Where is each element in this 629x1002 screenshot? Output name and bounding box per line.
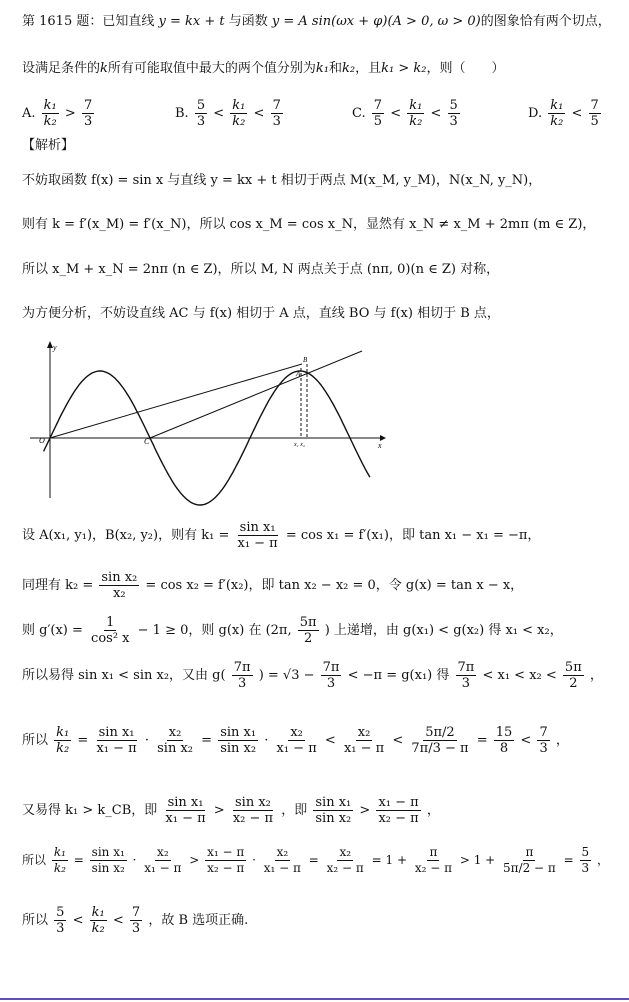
text: < −π = g(x₁) 得 [347,668,450,683]
text: 所有可能取值中最大的两个值分别为 [107,61,316,76]
num: π [429,845,438,859]
ratio-frac [42,98,59,129]
frac [155,725,195,756]
num: 5π/2 [425,725,455,740]
text: ) = √3 − [258,668,315,683]
num: k₁ [550,98,564,113]
den: x₁ − π [276,741,317,756]
frac [376,795,420,826]
text: > 1 + [459,853,496,867]
text: 设满足条件的 [22,61,101,76]
num: 7 [590,98,599,113]
text: ，且 [355,61,382,76]
text: − 1 ≥ 0，则 g(x) 在 (2π, [137,623,292,638]
frac [90,845,127,876]
num: sin x₁ [239,520,276,535]
den: x₁ − π [144,861,182,875]
frac [563,660,584,691]
num: k₁ [56,725,70,740]
text: · [144,733,149,748]
num: x₂ [290,725,303,740]
bound-frac [589,98,601,129]
option-letter: B. [175,106,189,121]
den: x₁ − π [343,741,385,756]
frac [232,660,253,691]
var-k2: k₂ [342,61,356,76]
num: 5 [449,98,458,113]
num: 7 [131,905,141,920]
ratio-frac [230,98,247,129]
bound-frac [82,98,94,129]
den: sin x₂ [91,861,125,875]
den: 2 [569,676,578,691]
solution-line-9 [22,725,569,756]
den: x₂ − π [414,861,452,875]
var-k: k [100,61,108,76]
option-d[interactable] [528,98,603,129]
frac [235,520,279,551]
text: < [520,733,532,748]
num: 5 [581,845,590,859]
text: 又易得 k₁ > k_CB，即 [22,803,158,818]
num: sin x₁ [91,845,125,859]
num: k₁ [53,845,66,859]
frac [313,795,353,826]
text: ，即 [281,803,308,818]
den: 3 [581,861,590,875]
text: = [476,733,488,748]
num: sin x₂ [101,570,138,585]
solution-line-7 [22,615,563,646]
text: ， [555,733,569,748]
solution-label: 【解析】 [22,138,75,153]
den: x₁ − π [96,741,137,756]
solution-line-4: 为方便分析，不妨设直线 AC 与 f(x) 相切于 A 点，直线 BO 与 f(x) 相切于 B 点， [22,306,500,321]
frac [89,615,131,646]
text: · [264,733,269,748]
frac [231,795,275,826]
var-k1: k₁ [315,61,330,76]
den: 3 [131,921,141,936]
text: ， [597,853,610,867]
relation: > [64,106,76,121]
point-c-label: C [144,437,150,446]
text: · [132,853,137,867]
point-b-label: B [303,356,308,364]
frac [142,845,183,876]
den: x₁ − π [263,861,301,875]
text: 则 g′(x) = [22,623,83,638]
frac [218,725,258,756]
frac [163,795,207,826]
den: k₂ [550,114,564,129]
text: 所以 [22,853,47,867]
den: x₁ − π [237,536,278,551]
den: k₂ [91,921,105,936]
solution-line-12 [22,905,248,936]
den: 5 [373,114,383,129]
solution-line-8 [22,660,603,691]
num: x₂ [357,725,371,740]
solution-line-6 [22,570,523,601]
ratio-frac [52,845,68,876]
solution-line-5 [22,520,540,551]
den: 3 [56,921,65,936]
den: 3 [237,676,247,691]
origin-label: O [39,436,45,445]
num: 7 [83,98,93,113]
frac [456,660,477,691]
den: 3 [461,676,471,691]
den: x₂ − π [207,861,245,875]
text: 与函数 [228,14,268,29]
upper-frac [448,98,460,129]
text: ， [589,668,603,683]
frac [205,845,246,876]
text: < x₁ < x₂ < [482,668,557,683]
num: 1 [106,615,115,630]
num: x₁ − π [207,845,245,859]
den: x₂ [113,586,126,601]
ratio-frac [90,905,107,936]
num: sin x₁ [98,725,135,740]
den: 3 [83,114,93,129]
relation: < [390,106,402,121]
relation: < [253,106,265,121]
text: ，则（ ） [426,61,505,76]
num: 15 [495,725,513,740]
ratio-frac [548,98,565,129]
text: 所以 [22,913,49,928]
text: 所以易得 sin x₁ < sin x₂，又由 g( [22,668,226,683]
den: sin x₂ [315,811,352,826]
den: 3 [272,114,281,129]
text: = [563,853,574,867]
text: ) 上递增，由 g(x₁) < g(x₂) 得 x₁ < x₂， [324,623,563,638]
problem-line-1 [22,13,611,31]
frac [325,845,366,876]
frac [501,845,558,876]
den: k₂ [232,114,246,129]
den: k₂ [409,114,423,129]
num: 7π [457,660,475,675]
num: sin x₁ [167,795,204,810]
num: 7 [272,98,281,113]
den: k₂ [53,861,66,875]
solution-line-2: 则有 k = f′(x_M) = f′(x_N)，所以 cos x_M = cos x_N，显然有 x_N ≠ x_M + 2mπ (m ∈ Z)， [22,217,596,232]
num: 5π [564,660,582,675]
solution-line-10 [22,795,440,826]
text: · [252,853,256,867]
frac [130,905,142,936]
frac [321,660,342,691]
text: ，故 B 选项正确. [148,913,249,928]
text: = [201,733,213,748]
frac [580,845,592,876]
frac [54,905,66,936]
den: 2 [304,631,313,646]
den: 3 [449,114,458,129]
ratio-frac [54,725,71,756]
num: 7π [233,660,251,675]
equation-function: y = A sin(ωx + φ)(A > 0, ω > 0) [271,14,481,29]
num: k₁ [91,905,105,920]
frac [275,725,319,756]
frac [537,725,549,756]
sine-tangent-graph [20,338,390,510]
den: 3 [326,676,336,691]
num: sin x₁ [220,725,257,740]
num: sin x₂ [235,795,271,810]
text: 的图象恰有两个切点， [480,14,611,29]
den: k₂ [43,114,57,129]
lower-frac [195,98,207,129]
text: 所以 [22,733,49,748]
solution-line-1: 不妨取函数 f(x) = sin x 与直线 y = kx + t 相切于两点 M(x_M, y_M)，N(x_N, y_N)， [22,173,542,188]
num: x₁ − π [378,795,419,810]
text: 已知直线 [102,14,155,29]
option-letter: D. [528,106,543,121]
den: x₁ − π [165,811,206,826]
text: < [392,733,404,748]
relation: < [571,106,583,121]
frac [494,725,515,756]
frac [342,725,386,756]
den: 3 [196,114,206,129]
equation-line: y = kx + t [158,14,225,29]
lower-frac [372,98,384,129]
text: > [359,803,371,818]
frac [94,725,138,756]
x-ticks-label: x₁ x₂ [294,442,305,448]
option-a[interactable] [22,98,96,129]
text: = cos x₂ = f′(x₂)，即 tan x₂ − x₂ = 0，令 g(x) = tan x − x， [145,578,524,593]
text: > [213,803,225,818]
point-a-label: A [296,370,301,378]
big-frac [409,725,470,756]
text: < [324,733,336,748]
num: k₁ [43,98,57,113]
text: > [189,853,200,867]
problem-number: 第 1615 题： [22,14,103,29]
num: 5 [196,98,206,113]
num: x₂ [276,845,289,859]
solution-line-3: 所以 x_M + x_N = 2nπ (n ∈ Z)，所以 M, N 两点关于点 (nπ, 0)(n ∈ Z) 对称， [22,262,500,277]
num: π [525,845,534,859]
den: 7π/3 − π [411,741,469,756]
den: 5π/2 − π [503,861,556,875]
den: sin x₂ [220,741,257,756]
text: 和 [329,61,343,76]
text: = [308,853,319,867]
num: k₁ [409,98,423,113]
text: ， [426,803,440,818]
frac [262,845,303,876]
text: = [73,853,84,867]
option-letter: A. [22,106,36,121]
option-b[interactable] [175,98,285,129]
den: 5 [590,114,599,129]
relation: < [430,106,442,121]
num: 7π [322,660,340,675]
relation: < [213,106,225,121]
frac [413,845,454,876]
num: sin x₁ [315,795,352,810]
den: k₂ [56,741,70,756]
text: = [77,733,89,748]
num: 7 [373,98,383,113]
text: 设 A(x₁, y₁)，B(x₂, y₂)，则有 k₁ = [22,528,230,543]
den: x₂ − π [378,811,419,826]
num: x₂ [168,725,182,740]
ratio-frac [407,98,424,129]
den: 3 [539,741,548,756]
den: cos² x [91,631,130,646]
upper-frac [271,98,283,129]
bottom-border [0,998,629,1000]
num: x₂ [157,845,169,859]
text: < [112,913,124,928]
text: = 1 + [371,853,408,867]
num: 5 [56,905,65,920]
x-axis-label: x [378,441,382,450]
num: k₁ [232,98,246,113]
condition: k₁ > k₂ [381,61,427,76]
option-c[interactable] [352,98,462,129]
text: 同理有 k₂ = [22,578,94,593]
num: 5π [299,615,317,630]
den: x₂ − π [326,861,364,875]
den: sin x₂ [157,741,193,756]
text: < [72,913,84,928]
problem-line-2 [22,60,505,78]
solution-line-11 [22,845,609,876]
text: = cos x₁ = f′(x₁)，即 tan x₁ − x₁ = −π， [285,528,541,543]
den: 8 [499,741,509,756]
frac [99,570,139,601]
option-letter: C. [352,106,366,121]
frac [298,615,319,646]
num: x₂ [339,845,352,859]
y-axis-label: y [53,343,57,352]
num: 7 [539,725,548,740]
den: x₂ − π [232,811,274,826]
